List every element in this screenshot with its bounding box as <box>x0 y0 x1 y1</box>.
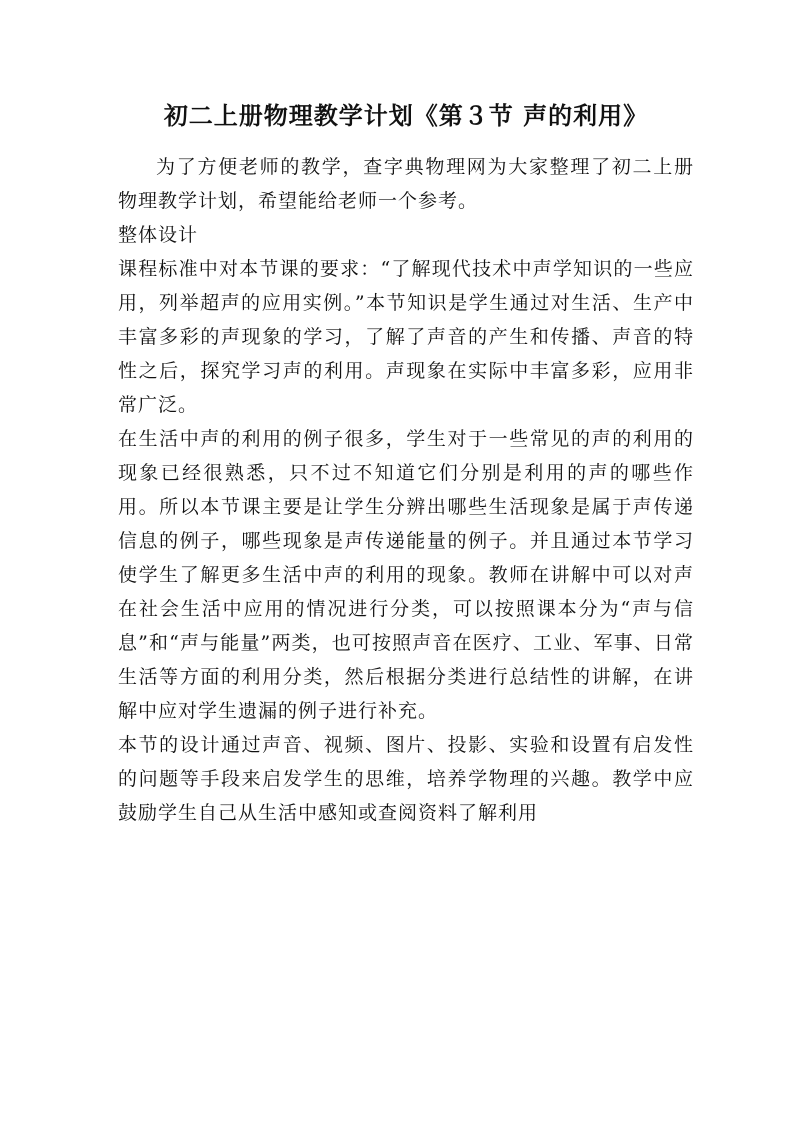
body-paragraph-3: 本节的设计通过声音、视频、图片、投影、实验和设置有启发性的问题等手段来启发学生的思维，培养学物理的兴趣。教学中应鼓励学生自己从生活中感知或查阅资料了解利用 <box>118 734 694 824</box>
body-paragraph-1: 课程标准中对本节课的要求：“了解现代技术中声学知识的一些应用，列举超声的应用实例。”本节知识是学生通过对生活、生产中丰富多彩的声现象的学习，了解了声音的产生和传播、声音的特性之后，探究学习声的利用。声现象在实际中丰富多彩，应用非常广泛。 <box>118 258 694 416</box>
body-paragraph-2: 在生活中声的利用的例子很多，学生对于一些常见的声的利用的现象已经很熟悉，只不过不知道它们分别是利用的声的哪些作用。所以本节课主要是让学生分辨出哪些生活现象是属于声传递信息的例子，哪些现象是声传递能量的例子。并且通过本节学习使学生了解更多生活中声的利用的现象。教师在讲解中可以对声在社会生活中应用的情况进行分类，可以按照课本分为“声与信息”和“声与能量”两类，也可按照声音在医疗、工业、军事、日常生活等方面的利用分类，然后根据分类进行总结性的讲解，在讲解中应对学生遗漏的例子进行补充。 <box>118 428 694 722</box>
section-heading: 整体设计 <box>118 224 199 246</box>
document-title: 初二上册物理教学计划《第３节 声的利用》 <box>163 101 649 130</box>
intro-paragraph: 为了方便老师的教学，查字典物理网为大家整理了初二上册物理教学计划，希望能给老师一个参考。 <box>118 156 694 212</box>
